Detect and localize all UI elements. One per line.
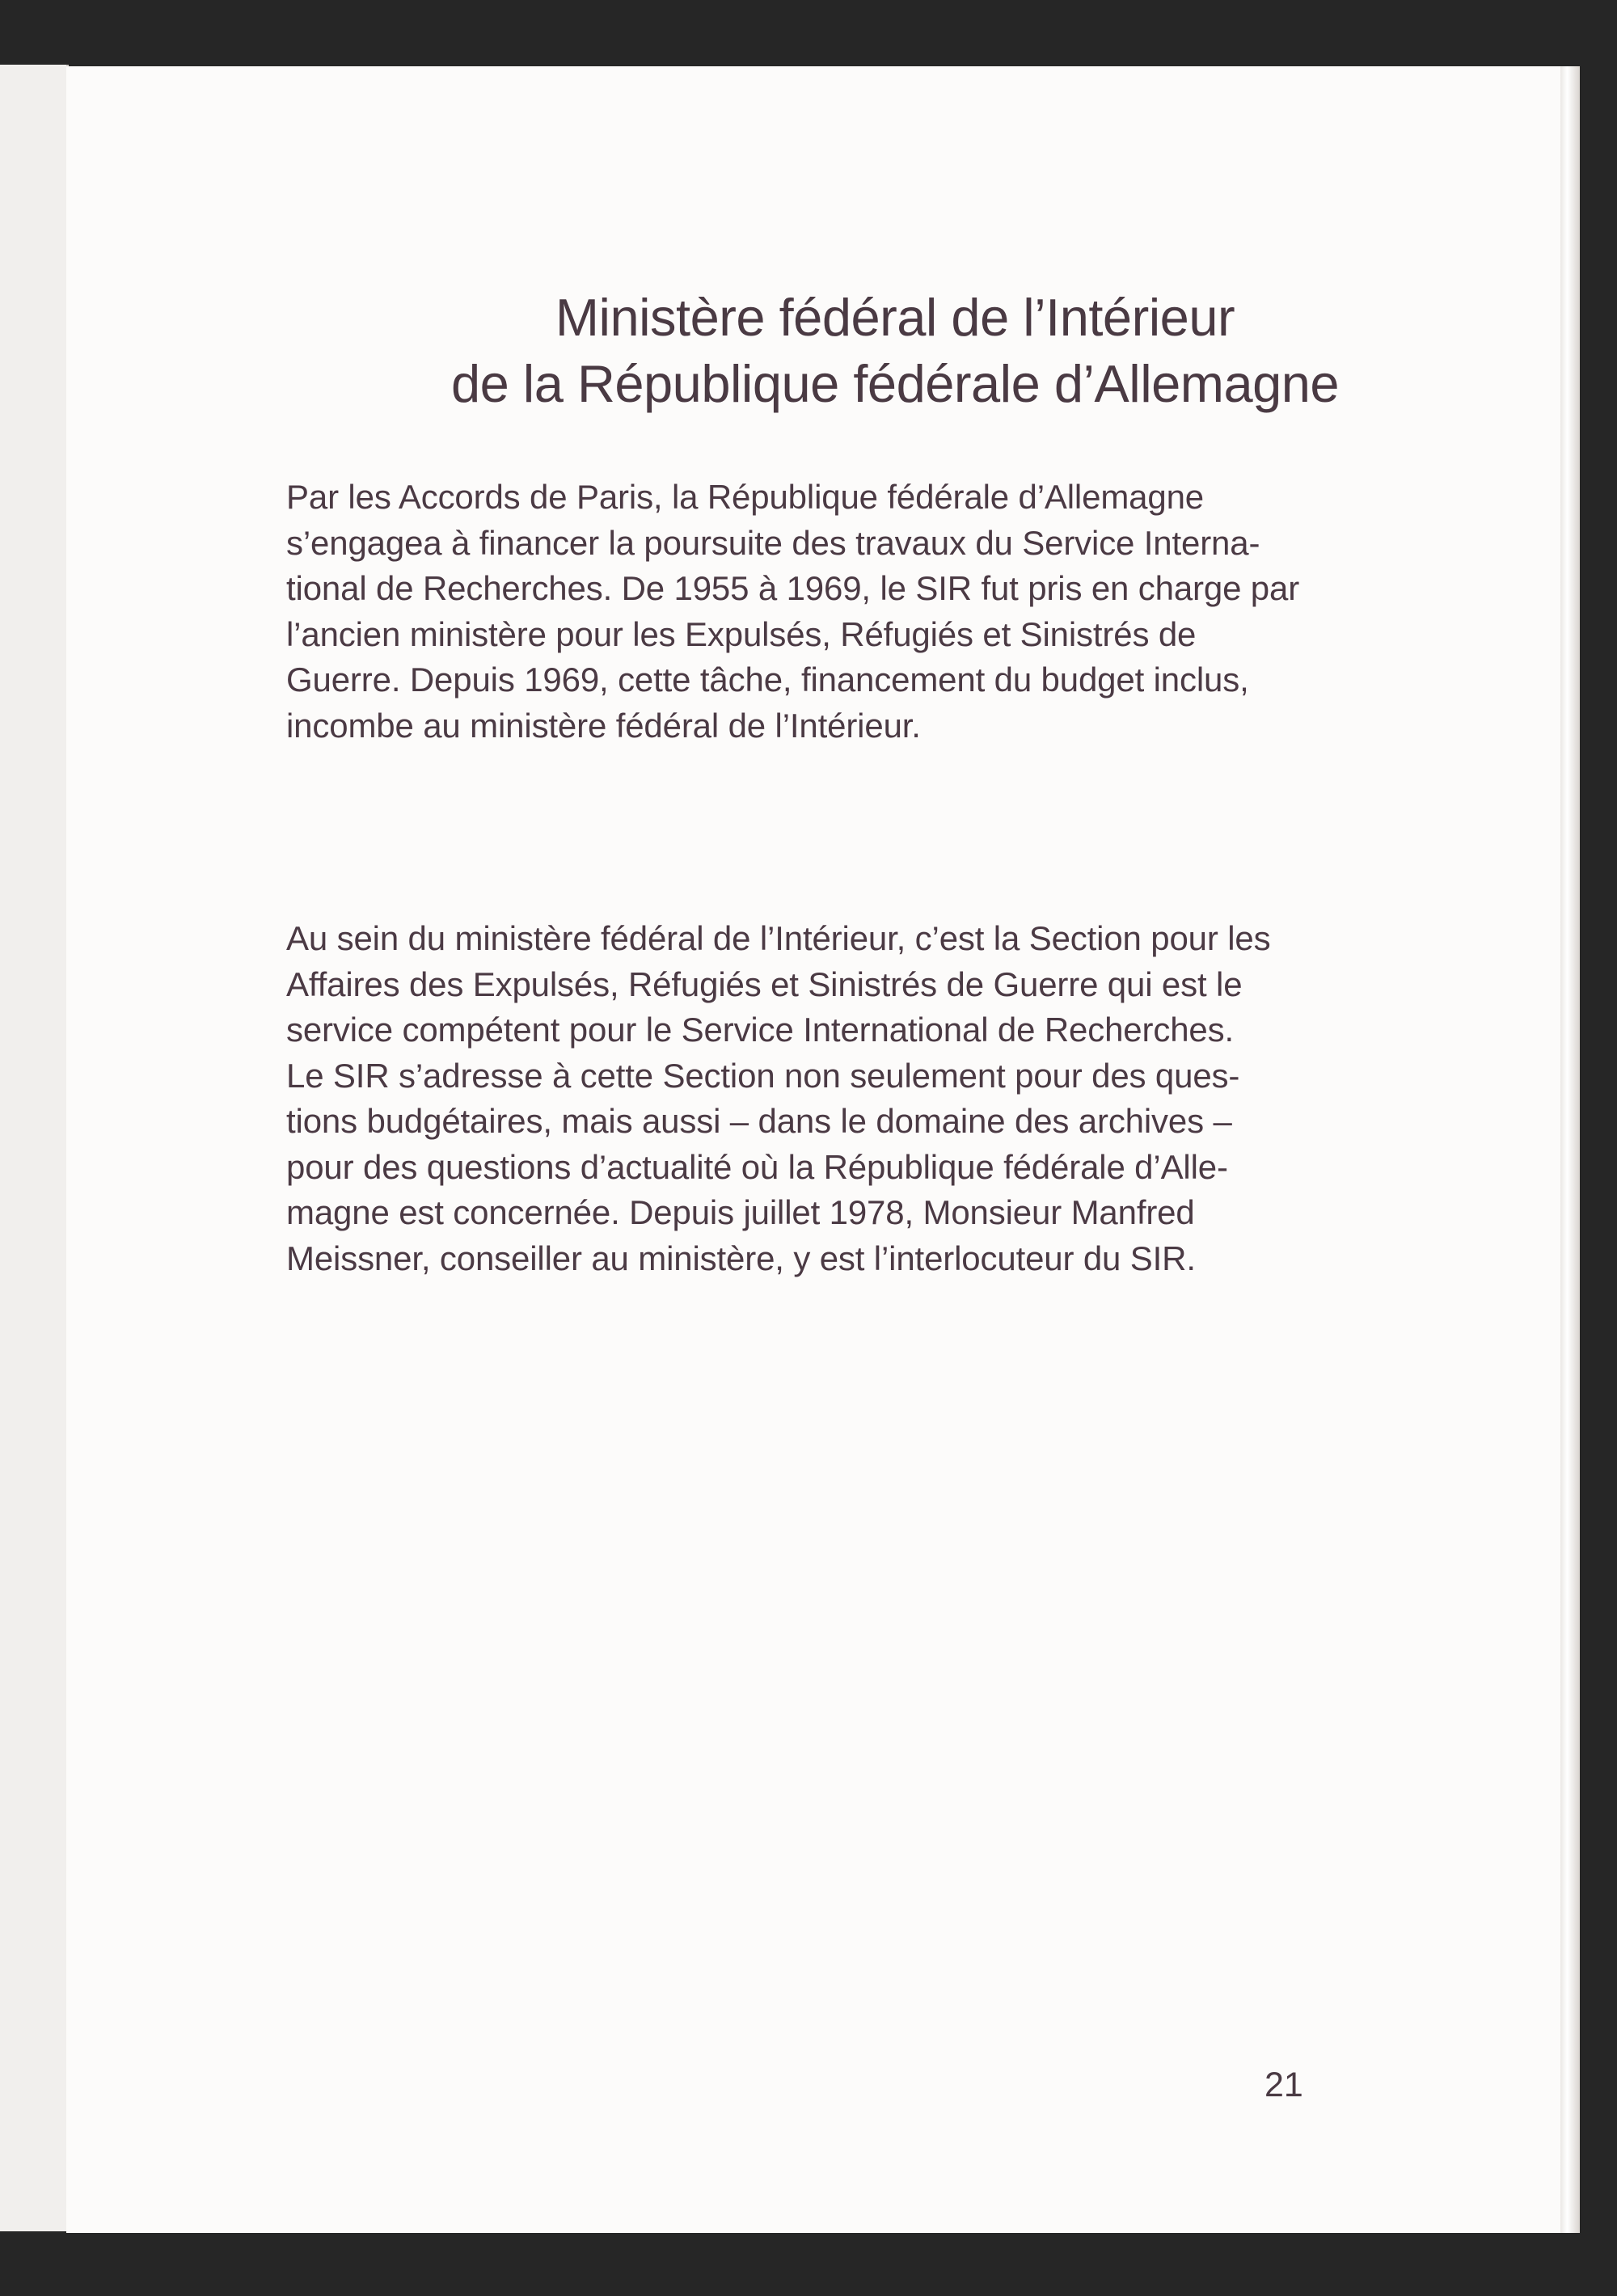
- text-line: tional de Recherches. De 1955 à 1969, le SIR fut pris en charge par: [286, 569, 1300, 607]
- page-title: [309, 285, 1481, 417]
- text-line: tions budgétaires, mais aussi – dans le domaine des archives –: [286, 1102, 1232, 1140]
- text-line: l’ancien ministère pour les Expulsés, Réfugiés et Sinistrés de: [286, 614, 1197, 653]
- text-line: Au sein du ministère fédéral de l’Intérieur, c’est la Section pour les: [286, 919, 1271, 957]
- paragraph-section-responsibility: [286, 916, 1329, 1281]
- text-line: magne est concernée. Depuis juillet 1978, Monsieur Manfred: [286, 1193, 1195, 1231]
- text-line: service compétent pour le Service International de Recherches.: [286, 1011, 1234, 1049]
- text-line: Meissner, conseiller au ministère, y est l’interlocuteur du SIR.: [286, 1239, 1196, 1277]
- text-line: Affaires des Expulsés, Réfugiés et Sinistrés de Guerre qui est le: [286, 964, 1243, 1003]
- text-line: pour des questions d’actualité où la République fédérale d’Alle-: [286, 1147, 1228, 1186]
- page-right-edge: [1560, 66, 1580, 2233]
- left-page-edge: [0, 65, 69, 2231]
- title-line: Ministère fédéral de l’Intérieur: [555, 287, 1235, 347]
- document-page: [66, 66, 1560, 2233]
- text-line: Le SIR s’adresse à cette Section non seulement pour des ques-: [286, 1056, 1240, 1095]
- text-line: Par les Accords de Paris, la République fédérale d’Allemagne: [286, 478, 1204, 516]
- paragraph-funding: [286, 475, 1329, 749]
- page-number: 21: [1264, 2066, 1303, 2104]
- text-line: incombe au ministère fédéral de l’Intérieur.: [286, 706, 921, 745]
- text-line: s’engagea à financer la poursuite des travaux du Service Interna-: [286, 523, 1260, 562]
- text-line: Guerre. Depuis 1969, cette tâche, financement du budget inclus,: [286, 661, 1249, 699]
- title-line: de la République fédérale d’Allemagne: [450, 353, 1340, 413]
